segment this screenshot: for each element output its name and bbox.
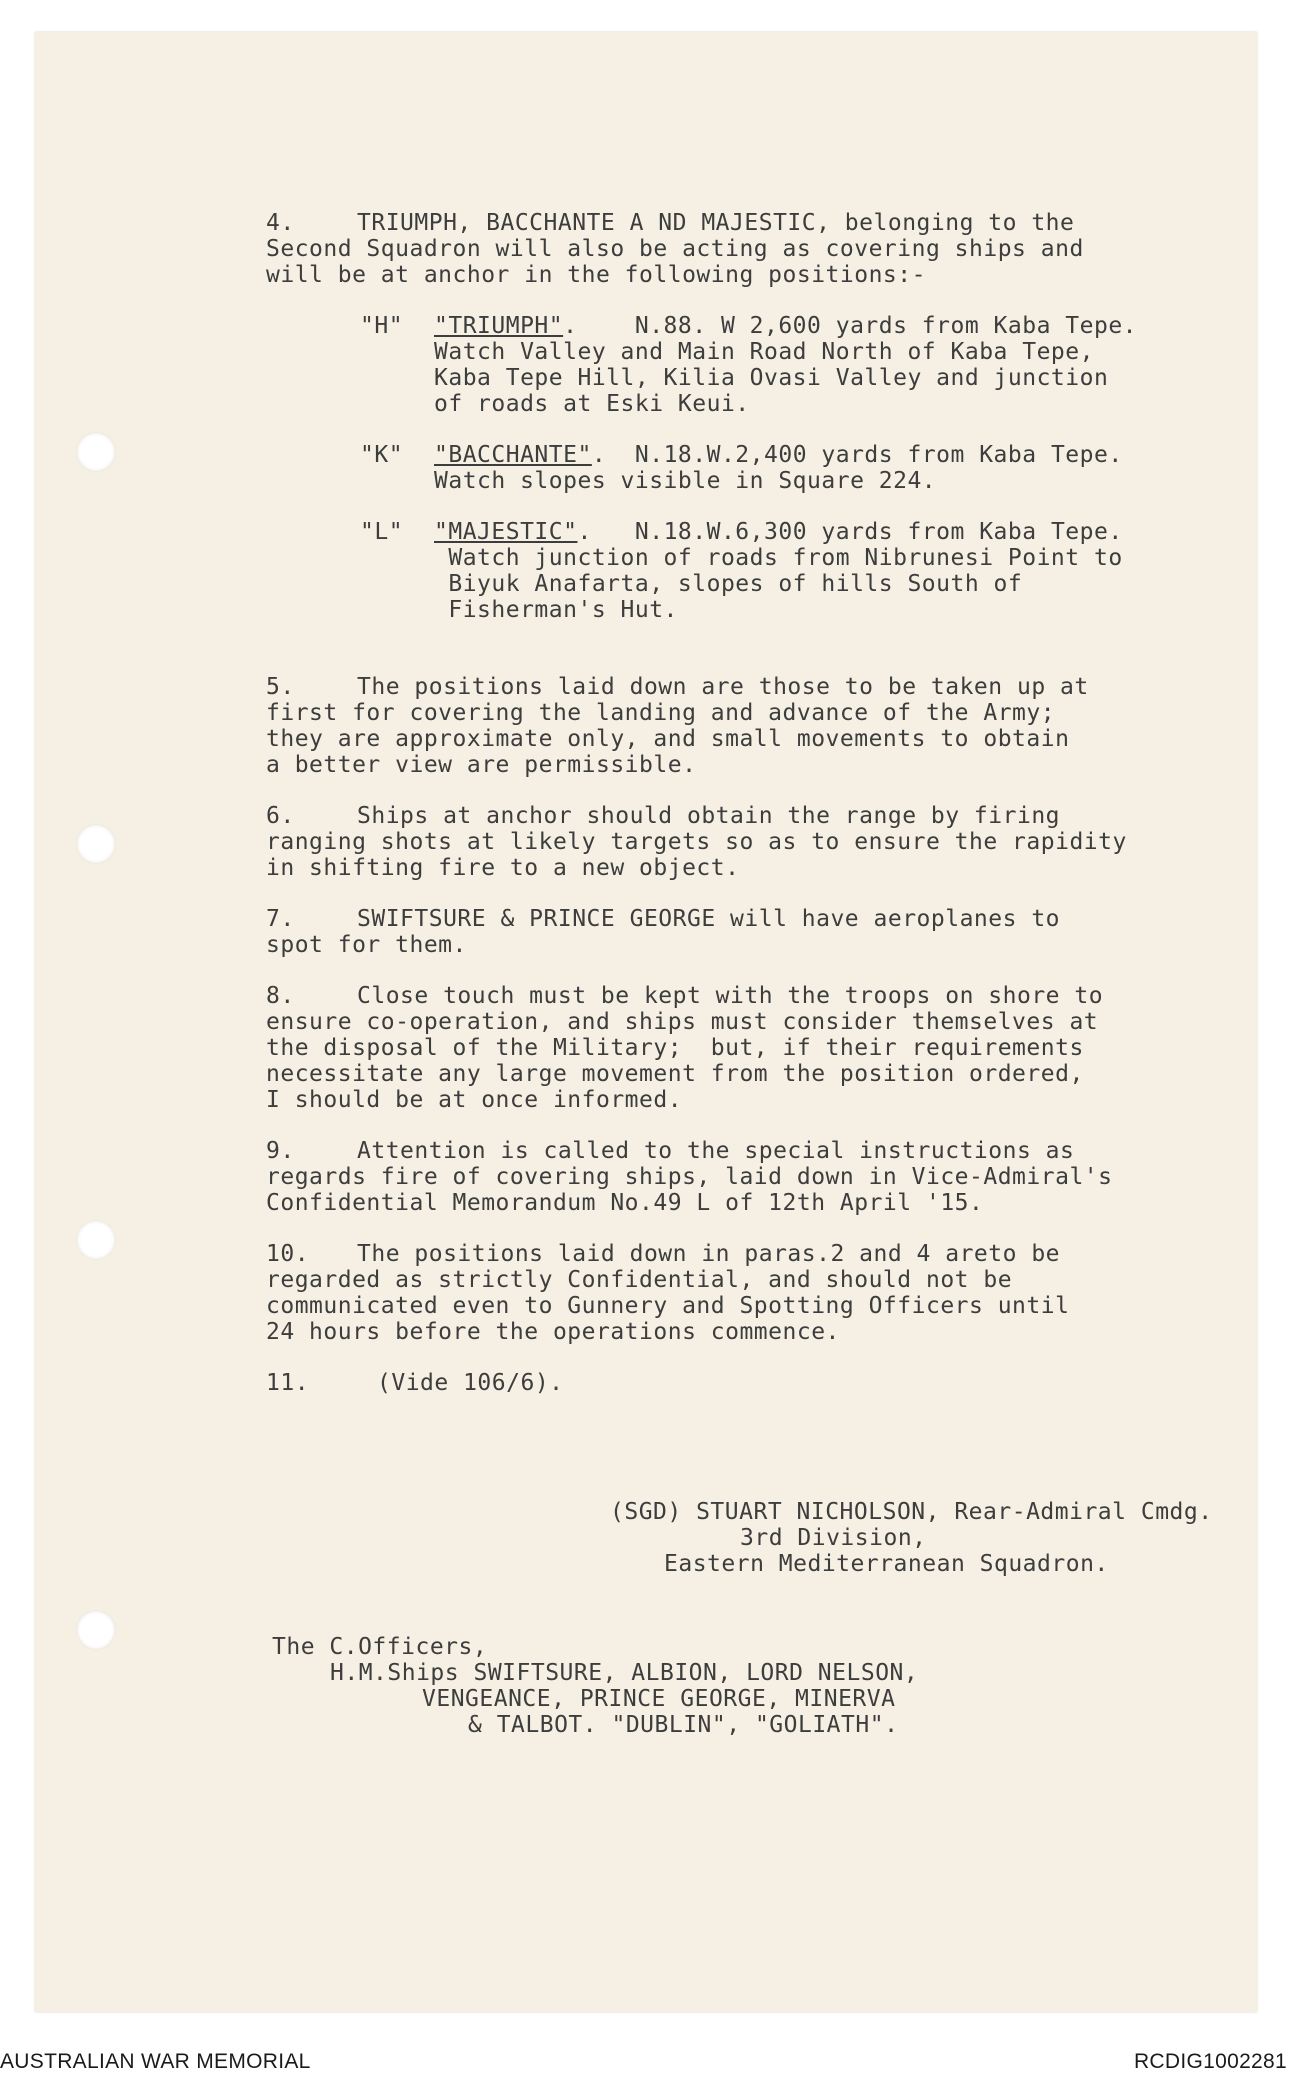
para-9-line: Confidential Memorandum No.49 L of 12th April '15. xyxy=(266,1190,984,1216)
para-10-number: 10. xyxy=(266,1241,310,1267)
signature-name: (SGD) STUART NICHOLSON, Rear-Admiral Cmdg. xyxy=(610,1499,1213,1525)
para-8-line: I should be at once informed. xyxy=(266,1087,683,1113)
position-k-letter: "K" xyxy=(360,442,404,468)
addressee-line: VENGEANCE, PRINCE GEORGE, MINERVA xyxy=(422,1686,896,1712)
para-5-line: a better view are permissible. xyxy=(266,752,697,778)
para-8-line: necessitate any large movement from the position ordered, xyxy=(266,1061,1084,1087)
para-10-line: regarded as strictly Confidential, and should not be xyxy=(266,1267,1013,1293)
para-10-line: The positions laid down in paras.2 and 4 areto be xyxy=(357,1241,1061,1267)
para-5-line: first for covering the landing and advance of the Army; xyxy=(266,700,1056,726)
para-6-number: 6. xyxy=(266,803,295,829)
footer-archive-name: AUSTRALIAN WAR MEMORIAL xyxy=(0,2050,311,2073)
para-6-line: Ships at anchor should obtain the range by firing xyxy=(357,803,1061,829)
position-k-ship: "BACCHANTE" xyxy=(434,442,592,468)
position-l-ship: "MAJESTIC" xyxy=(434,519,578,545)
footer-record-id: RCDIG1002281 xyxy=(1133,2050,1287,2073)
position-l-bearing: . N.18.W.6,300 yards from Kaba Tepe. xyxy=(577,519,1123,545)
position-h-line: Watch Valley and Main Road North of Kaba Tepe, xyxy=(434,339,1094,365)
position-l-letter: "L" xyxy=(360,519,404,545)
para-4-line: Second Squadron will also be acting as covering ships and xyxy=(266,236,1084,262)
para-6-line: ranging shots at likely targets so as to ensure the rapidity xyxy=(266,829,1127,855)
para-4-line: TRIUMPH, BACCHANTE A ND MAJESTIC, belonging to the xyxy=(357,210,1075,236)
para-7-line: SWIFTSURE & PRINCE GEORGE will have aeroplanes to xyxy=(357,906,1061,932)
para-9-line: Attention is called to the special instructions as xyxy=(357,1138,1075,1164)
punch-hole xyxy=(76,432,116,472)
position-h-heading xyxy=(434,313,1137,339)
para-5-line: they are approximate only, and small movements to obtain xyxy=(266,726,1070,752)
signature-squadron: Eastern Mediterranean Squadron. xyxy=(664,1551,1109,1577)
para-5-line: The positions laid down are those to be taken up at xyxy=(357,674,1089,700)
position-l-line: Biyuk Anafarta, slopes of hills South of xyxy=(434,571,1023,597)
position-h-line: of roads at Eski Keui. xyxy=(434,391,750,417)
position-k-line: Watch slopes visible in Square 224. xyxy=(434,468,937,494)
addressee-line: & TALBOT. "DUBLIN", "GOLIATH". xyxy=(468,1712,899,1738)
punch-hole xyxy=(76,1220,116,1260)
position-l-line: Watch junction of roads from Nibrunesi Point to xyxy=(434,545,1123,571)
para-8-line: Close touch must be kept with the troops on shore to xyxy=(357,983,1104,1009)
para-7-number: 7. xyxy=(266,906,295,932)
position-l-heading xyxy=(434,519,1123,545)
para-11-line: (Vide 106/6). xyxy=(377,1370,564,1396)
para-9-number: 9. xyxy=(266,1138,295,1164)
position-h-letter: "H" xyxy=(360,313,404,339)
para-10-line: 24 hours before the operations commence. xyxy=(266,1319,840,1345)
para-4-line: will be at anchor in the following positions:- xyxy=(266,262,926,288)
para-10-line: communicated even to Gunnery and Spotting Officers until xyxy=(266,1293,1070,1319)
para-9-line: regards fire of covering ships, laid down in Vice-Admiral's xyxy=(266,1164,1113,1190)
addressee-heading: The C.Officers, xyxy=(272,1634,488,1660)
position-h-ship: "TRIUMPH" xyxy=(434,313,564,339)
signature-division: 3rd Division, xyxy=(740,1525,927,1551)
position-k-heading xyxy=(434,442,1123,468)
position-k-bearing: . N.18.W.2,400 yards from Kaba Tepe. xyxy=(591,442,1123,468)
para-8-number: 8. xyxy=(266,983,295,1009)
para-8-line: ensure co-operation, and ships must consider themselves at xyxy=(266,1009,1099,1035)
para-8-line: the disposal of the Military; but, if their requirements xyxy=(266,1035,1084,1061)
position-l-line: Fisherman's Hut. xyxy=(434,597,678,623)
position-h-line: Kaba Tepe Hill, Kilia Ovasi Valley and junction xyxy=(434,365,1109,391)
punch-hole xyxy=(76,1610,116,1650)
position-h-bearing: . N.88. W 2,600 yards from Kaba Tepe. xyxy=(563,313,1138,339)
para-4-number: 4. xyxy=(266,210,295,236)
addressee-line: H.M.Ships SWIFTSURE, ALBION, LORD NELSON, xyxy=(330,1660,919,1686)
para-7-line: spot for them. xyxy=(266,932,467,958)
para-11-number: 11. xyxy=(266,1370,310,1396)
para-6-line: in shifting fire to a new object. xyxy=(266,855,740,881)
punch-hole xyxy=(76,824,116,864)
para-5-number: 5. xyxy=(266,674,295,700)
